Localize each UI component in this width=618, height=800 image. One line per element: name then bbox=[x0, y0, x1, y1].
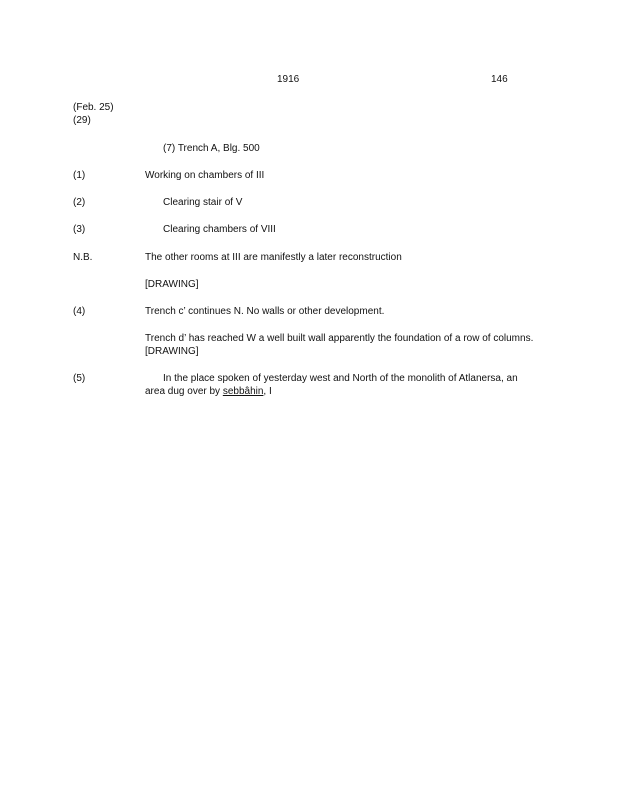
entry-label: (5) bbox=[73, 373, 86, 384]
entry-text-line2 bbox=[145, 385, 272, 398]
entry-label: (2) bbox=[73, 197, 86, 208]
entry-text-continued: Trench d’ has reached W a well built wall apparently the foundation of a row of columns. bbox=[145, 333, 534, 344]
section-title: (7) Trench A, Blg. 500 bbox=[163, 143, 260, 154]
entry-text: Working on chambers of III bbox=[145, 170, 265, 181]
entry-text-prefix: area dug over by bbox=[145, 386, 223, 397]
drawing-placeholder: [DRAWING] bbox=[145, 346, 199, 357]
nb-label: N.B. bbox=[73, 252, 93, 263]
margin-day: (29) bbox=[73, 115, 91, 126]
page-number: 146 bbox=[491, 74, 508, 85]
entry-text-line1: In the place spoken of yesterday west and North of the monolith of Atlanersa, an bbox=[163, 373, 518, 384]
drawing-placeholder: [DRAWING] bbox=[145, 279, 199, 290]
nb-text: The other rooms at III are manifestly a later reconstruction bbox=[145, 252, 402, 263]
entry-label: (3) bbox=[73, 224, 86, 235]
entry-text-suffix: , I bbox=[263, 386, 272, 397]
entry-label: (1) bbox=[73, 170, 86, 181]
entry-text: Clearing stair of V bbox=[163, 197, 243, 208]
header-year: 1916 bbox=[277, 74, 300, 85]
underlined-term: sebbâhin bbox=[222, 386, 264, 397]
entry-text: Clearing chambers of VIII bbox=[163, 224, 276, 235]
entry-text: Trench c’ continues N. No walls or other development. bbox=[145, 306, 385, 317]
margin-date: (Feb. 25) bbox=[73, 102, 114, 113]
entry-label: (4) bbox=[73, 306, 86, 317]
